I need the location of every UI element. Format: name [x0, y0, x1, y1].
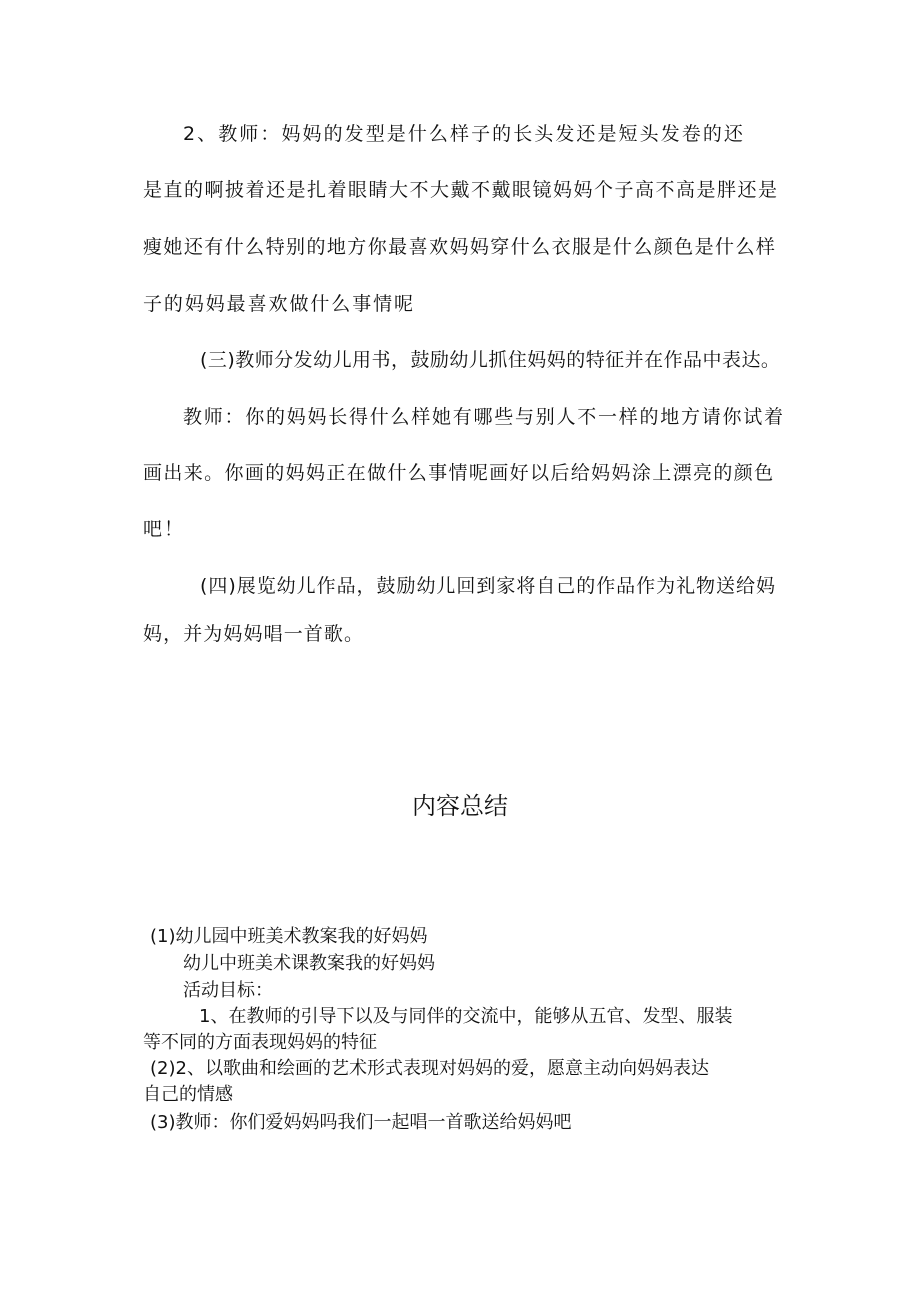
paragraph-line: 子的妈妈最喜欢做什么事情呢 [143, 293, 415, 315]
paragraph-line: 2、教师：妈妈的发型是什么样子的长头发还是短头发卷的还 [183, 123, 745, 145]
paragraph-line: 画出来。你画的妈妈正在做什么事情呢画好以后给妈妈涂上漂亮的颜色 [143, 462, 775, 484]
paragraph-line: 是直的啊披着还是扎着眼睛大不大戴不戴眼镜妈妈个子高不高是胖还是 [143, 179, 779, 201]
summary-title: 内容总结 [412, 792, 508, 820]
paragraph-line: (四)展览幼儿作品，鼓励幼儿回到家将自己的作品作为礼物送给妈 [200, 575, 776, 597]
summary-line: 等不同的方面表现妈妈的特征 [143, 1032, 377, 1053]
summary-line: 1、在教师的引导下以及与同伴的交流中，能够从五官、发型、服装 [199, 1006, 733, 1027]
summary-line: (1)幼儿园中班美术教案我的好妈妈 [150, 926, 428, 947]
paragraph-line: 瘦她还有什么特别的地方你最喜欢妈妈穿什么衣服是什么颜色是什么样 [143, 236, 777, 258]
summary-line: (2)2、以歌曲和绘画的艺术形式表现对妈妈的爱，愿意主动向妈妈表达 [150, 1058, 709, 1079]
paragraph-line: (三)教师分发幼儿用书，鼓励幼儿抓住妈妈的特征并在作品中表达。 [200, 349, 781, 371]
summary-line: 活动目标： [183, 980, 273, 1001]
summary-line: 自己的情感 [143, 1084, 233, 1105]
paragraph-line: 教师：你的妈妈长得什么样她有哪些与别人不一样的地方请你试着 [183, 406, 785, 428]
paragraph-line: 妈，并为妈妈唱一首歌。 [143, 623, 365, 645]
paragraph-line: 吧！ [143, 518, 185, 540]
summary-line: 幼儿中班美术课教案我的好妈妈 [183, 953, 435, 974]
summary-line: (3)教师：你们爱妈妈吗我们一起唱一首歌送给妈妈吧 [150, 1112, 572, 1133]
